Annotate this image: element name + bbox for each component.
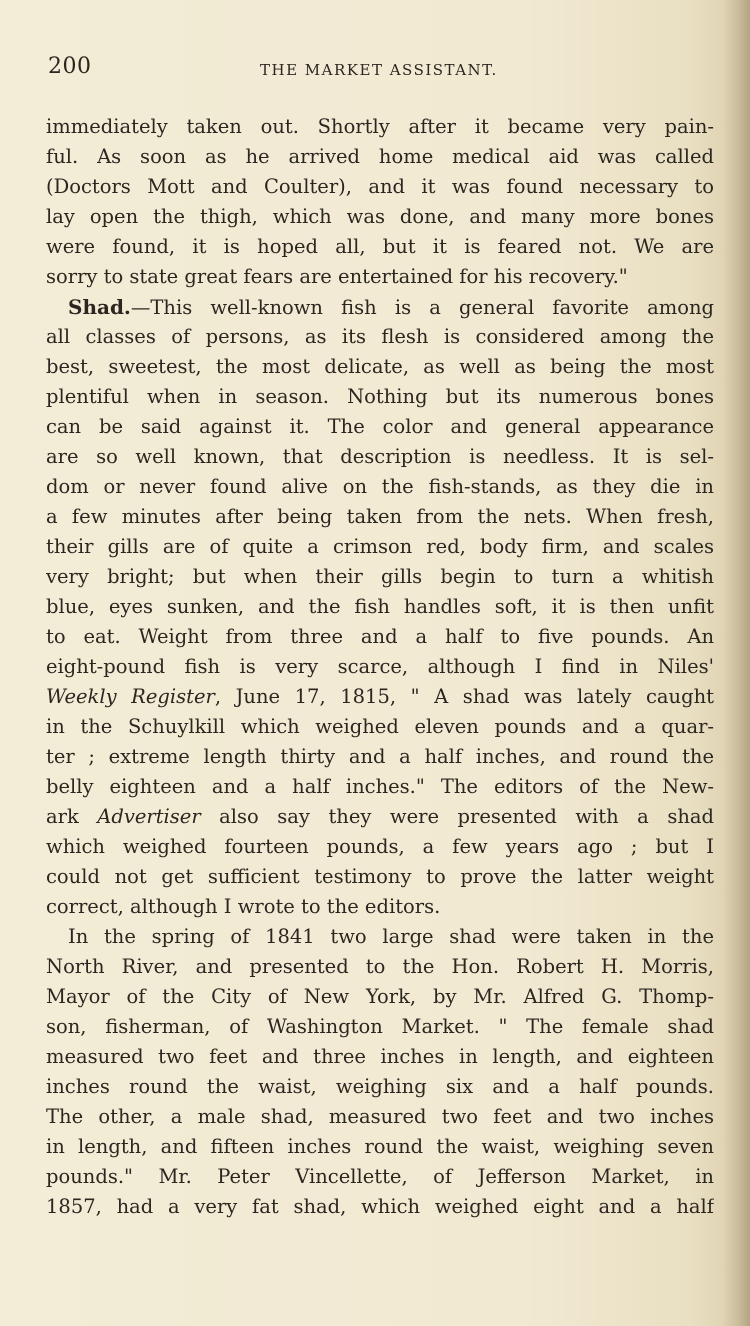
- text-line: [46, 622, 714, 652]
- text-segment: blue, eyes sunken, and the fish handles soft, it is then unfit: [46, 595, 714, 618]
- text-line: [46, 712, 714, 742]
- text-line: [46, 382, 714, 412]
- text-line: [46, 232, 714, 262]
- text-line: [46, 892, 714, 922]
- text-line: [46, 292, 714, 322]
- text-segment: 1857, had a very fat shad, which weighed eight and a half: [46, 1195, 714, 1218]
- text-segment: ark: [46, 805, 98, 828]
- text-segment: measured two feet and three inches in length, and eighteen: [46, 1045, 714, 1068]
- text-segment: pounds." Mr. Peter Vincellette, of Jefferson Market, in: [46, 1165, 714, 1188]
- text-segment: eight-pound fish is very scarce, although I find in Niles': [46, 655, 714, 678]
- text-line: [46, 472, 714, 502]
- text-segment: all classes of persons, as its flesh is considered among the: [46, 325, 714, 348]
- text-line: [46, 1132, 714, 1162]
- text-segment: , June 17, 1815, " A shad was lately caught: [214, 685, 714, 708]
- text-segment: also say they were presented with a shad: [200, 805, 714, 828]
- text-line: [46, 442, 714, 472]
- text-line: [46, 502, 714, 532]
- text-line: [46, 262, 714, 292]
- text-line: [46, 652, 714, 682]
- text-line: [46, 352, 714, 382]
- italic-title: Weekly Register: [46, 685, 215, 708]
- text-segment: can be said against it. The color and general appearance: [46, 415, 714, 438]
- text-line: [46, 862, 714, 892]
- text-line: [46, 682, 714, 712]
- text-segment: ter ; extreme length thirty and a half inches, and round the: [46, 745, 714, 768]
- text-line: [46, 1012, 714, 1042]
- running-title: THE MARKET ASSISTANT.: [260, 61, 498, 79]
- text-segment: —This well-known fish is a general favorite among: [130, 296, 714, 319]
- text-line: [46, 922, 714, 952]
- page-header: [48, 54, 708, 84]
- text-segment: in length, and fifteen inches round the waist, weighing seven: [46, 1135, 714, 1158]
- text-line: [46, 802, 714, 832]
- italic-title: Advertiser: [97, 805, 201, 828]
- text-segment: lay open the thigh, which was done, and many more bones: [46, 205, 714, 228]
- page-edge-shadow: [722, 0, 750, 1326]
- text-segment: which weighed fourteen pounds, a few years ago ; but I: [46, 835, 714, 858]
- page-number: 200: [48, 54, 92, 79]
- text-segment: best, sweetest, the most delicate, as well as being the most: [46, 355, 714, 378]
- text-line: [46, 952, 714, 982]
- text-segment: inches round the waist, weighing six and a half pounds.: [46, 1075, 714, 1098]
- text-line: [46, 172, 714, 202]
- text-line: [46, 1162, 714, 1192]
- text-line: [46, 322, 714, 352]
- text-segment: a few minutes after being taken from the nets. When fresh,: [46, 505, 714, 528]
- text-segment: to eat. Weight from three and a half to five pounds. An: [46, 625, 714, 648]
- text-segment: ful. As soon as he arrived home medical aid was called: [46, 145, 714, 168]
- text-line: [46, 562, 714, 592]
- text-segment: (Doctors Mott and Coulter), and it was found necessary to: [46, 175, 714, 198]
- text-segment: are so well known, that description is needless. It is sel-: [46, 445, 714, 468]
- text-segment: In the spring of 1841 two large shad were taken in the: [68, 925, 714, 948]
- text-segment: dom or never found alive on the fish-stands, as they die in: [46, 475, 714, 498]
- text-segment: very bright; but when their gills begin to turn a whitish: [46, 565, 714, 588]
- text-segment: plentiful when in season. Nothing but its numerous bones: [46, 385, 714, 408]
- section-run-in-heading: Shad.: [68, 295, 131, 319]
- text-segment: North River, and presented to the Hon. Robert H. Morris,: [46, 955, 714, 978]
- text-line: [46, 112, 714, 142]
- text-line: [46, 742, 714, 772]
- text-line: [46, 832, 714, 862]
- text-segment: belly eighteen and a half inches." The editors of the New-: [46, 775, 714, 798]
- text-segment: son, fisherman, of Washington Market. " The female shad: [46, 1015, 714, 1038]
- text-line: [46, 1192, 714, 1222]
- text-segment: were found, it is hoped all, but it is feared not. We are: [46, 235, 714, 258]
- body-text: [46, 112, 714, 1222]
- text-segment: their gills are of quite a crimson red, body firm, and scales: [46, 535, 714, 558]
- text-segment: sorry to state great fears are entertained for his recovery.": [46, 265, 628, 288]
- text-segment: correct, although I wrote to the editors.: [46, 895, 441, 918]
- text-segment: in the Schuylkill which weighed eleven pounds and a quar-: [46, 715, 714, 738]
- text-line: [46, 1102, 714, 1132]
- text-segment: The other, a male shad, measured two feet and two inches: [46, 1105, 714, 1128]
- text-line: [46, 412, 714, 442]
- text-line: [46, 1072, 714, 1102]
- text-line: [46, 1042, 714, 1072]
- text-line: [46, 772, 714, 802]
- text-segment: could not get sufficient testimony to prove the latter weight: [46, 865, 714, 888]
- text-line: [46, 142, 714, 172]
- text-segment: immediately taken out. Shortly after it became very pain-: [46, 115, 714, 138]
- text-line: [46, 982, 714, 1012]
- text-line: [46, 202, 714, 232]
- text-line: [46, 532, 714, 562]
- text-line: [46, 592, 714, 622]
- text-segment: Mayor of the City of New York, by Mr. Alfred G. Thomp-: [46, 985, 714, 1008]
